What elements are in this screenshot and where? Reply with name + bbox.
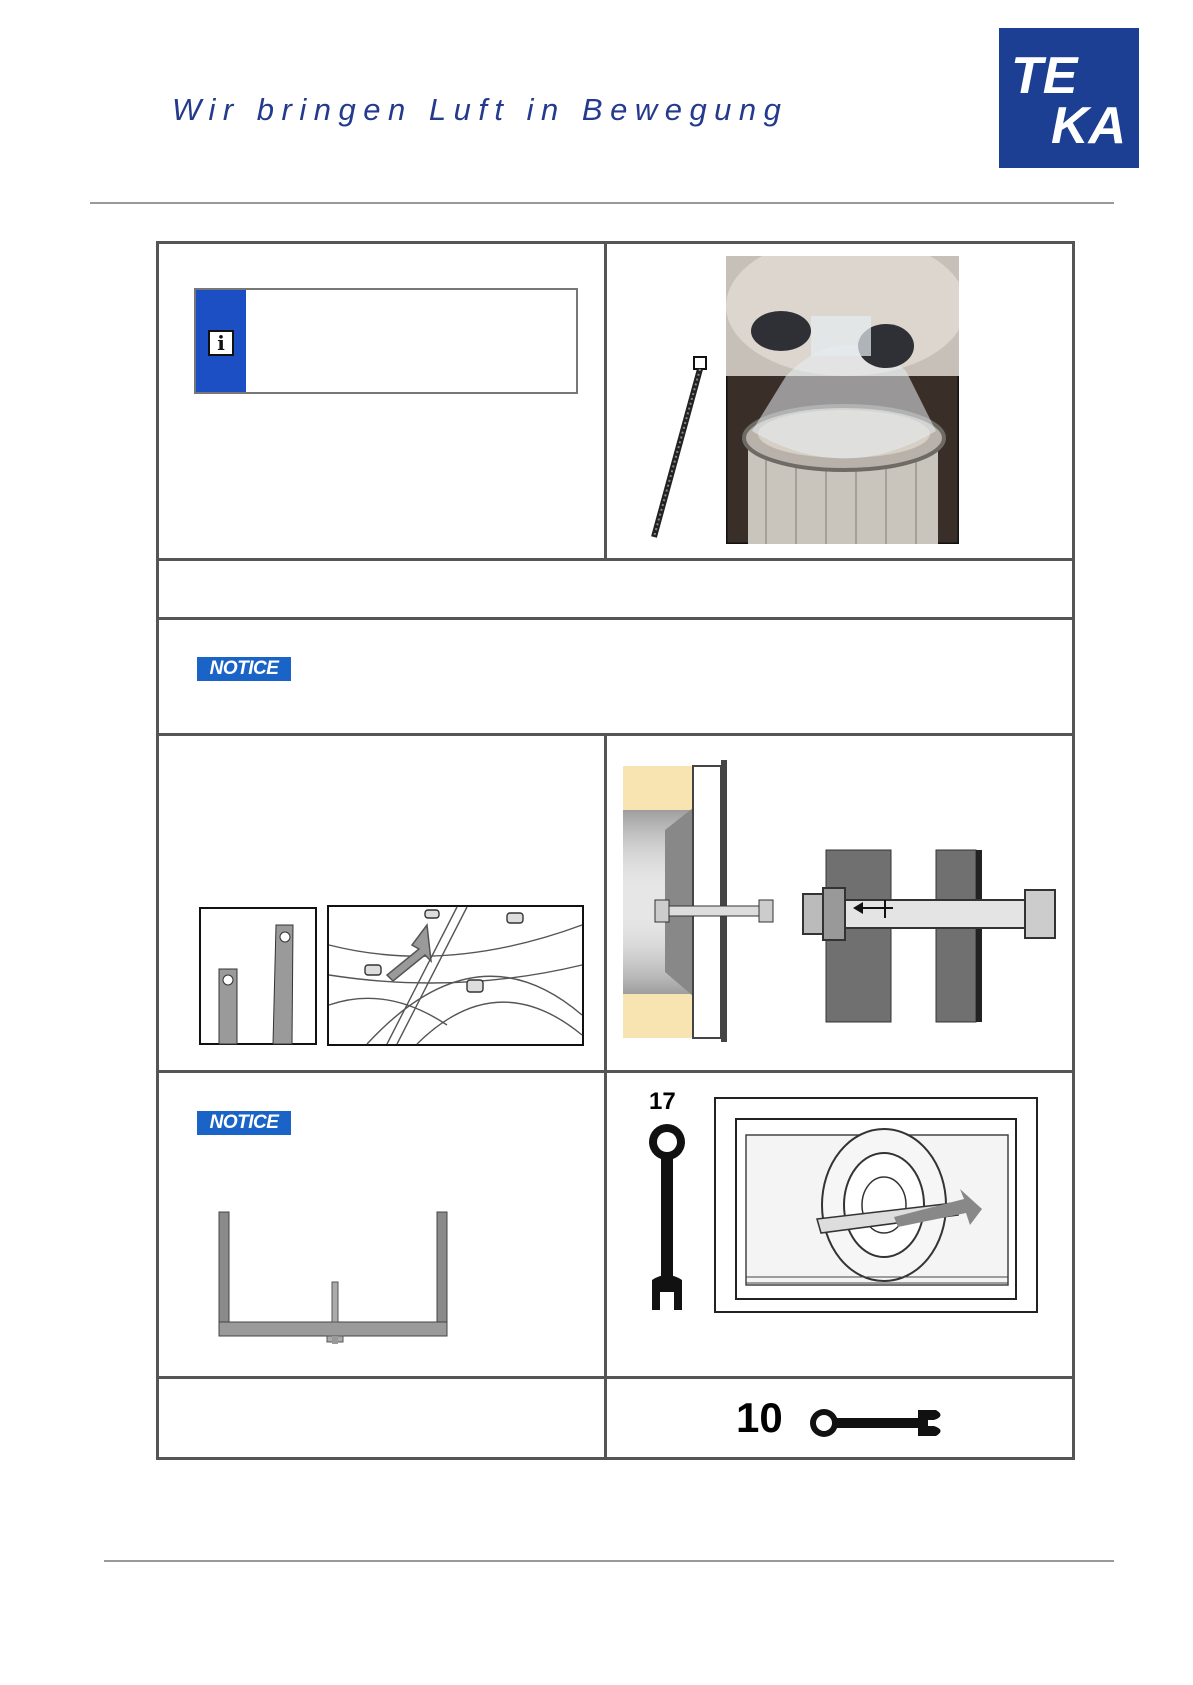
wrench-size-label: 10 <box>736 1394 783 1441</box>
slogan: Wir bringen Luft in Bewegung <box>172 92 789 127</box>
info-icon: i <box>208 330 234 356</box>
filter-pins-diagram <box>327 905 584 1046</box>
row-divider <box>156 1376 1075 1379</box>
support-frame-image <box>205 1210 455 1345</box>
logo-line-2: KA <box>1051 97 1127 155</box>
row-divider <box>156 558 1075 561</box>
info-strip <box>196 290 246 392</box>
column-divider <box>604 733 607 1460</box>
filter-bag-photo <box>726 256 959 544</box>
bolt-cross-section-diagram <box>623 760 1060 1044</box>
notice-badge: NOTICE <box>197 1111 291 1135</box>
row-divider <box>156 733 1075 736</box>
mounting-bracket-image <box>199 907 317 1045</box>
row-divider <box>156 617 1075 620</box>
teka-logo <box>999 28 1139 168</box>
logo-line-1: TE <box>1011 47 1078 105</box>
wrench-10-icon <box>808 1406 948 1440</box>
header-divider <box>90 202 1114 204</box>
wrench-size-label: 17 <box>649 1088 676 1115</box>
wrench-17-icon <box>648 1120 686 1312</box>
row-divider <box>156 1070 1075 1073</box>
info-note-box <box>194 288 578 394</box>
cable-tie-image <box>640 355 710 545</box>
notice-badge: NOTICE <box>197 657 291 681</box>
filter-housing-diagram <box>714 1097 1040 1313</box>
column-divider <box>604 241 607 559</box>
footer-divider <box>104 1560 1114 1562</box>
